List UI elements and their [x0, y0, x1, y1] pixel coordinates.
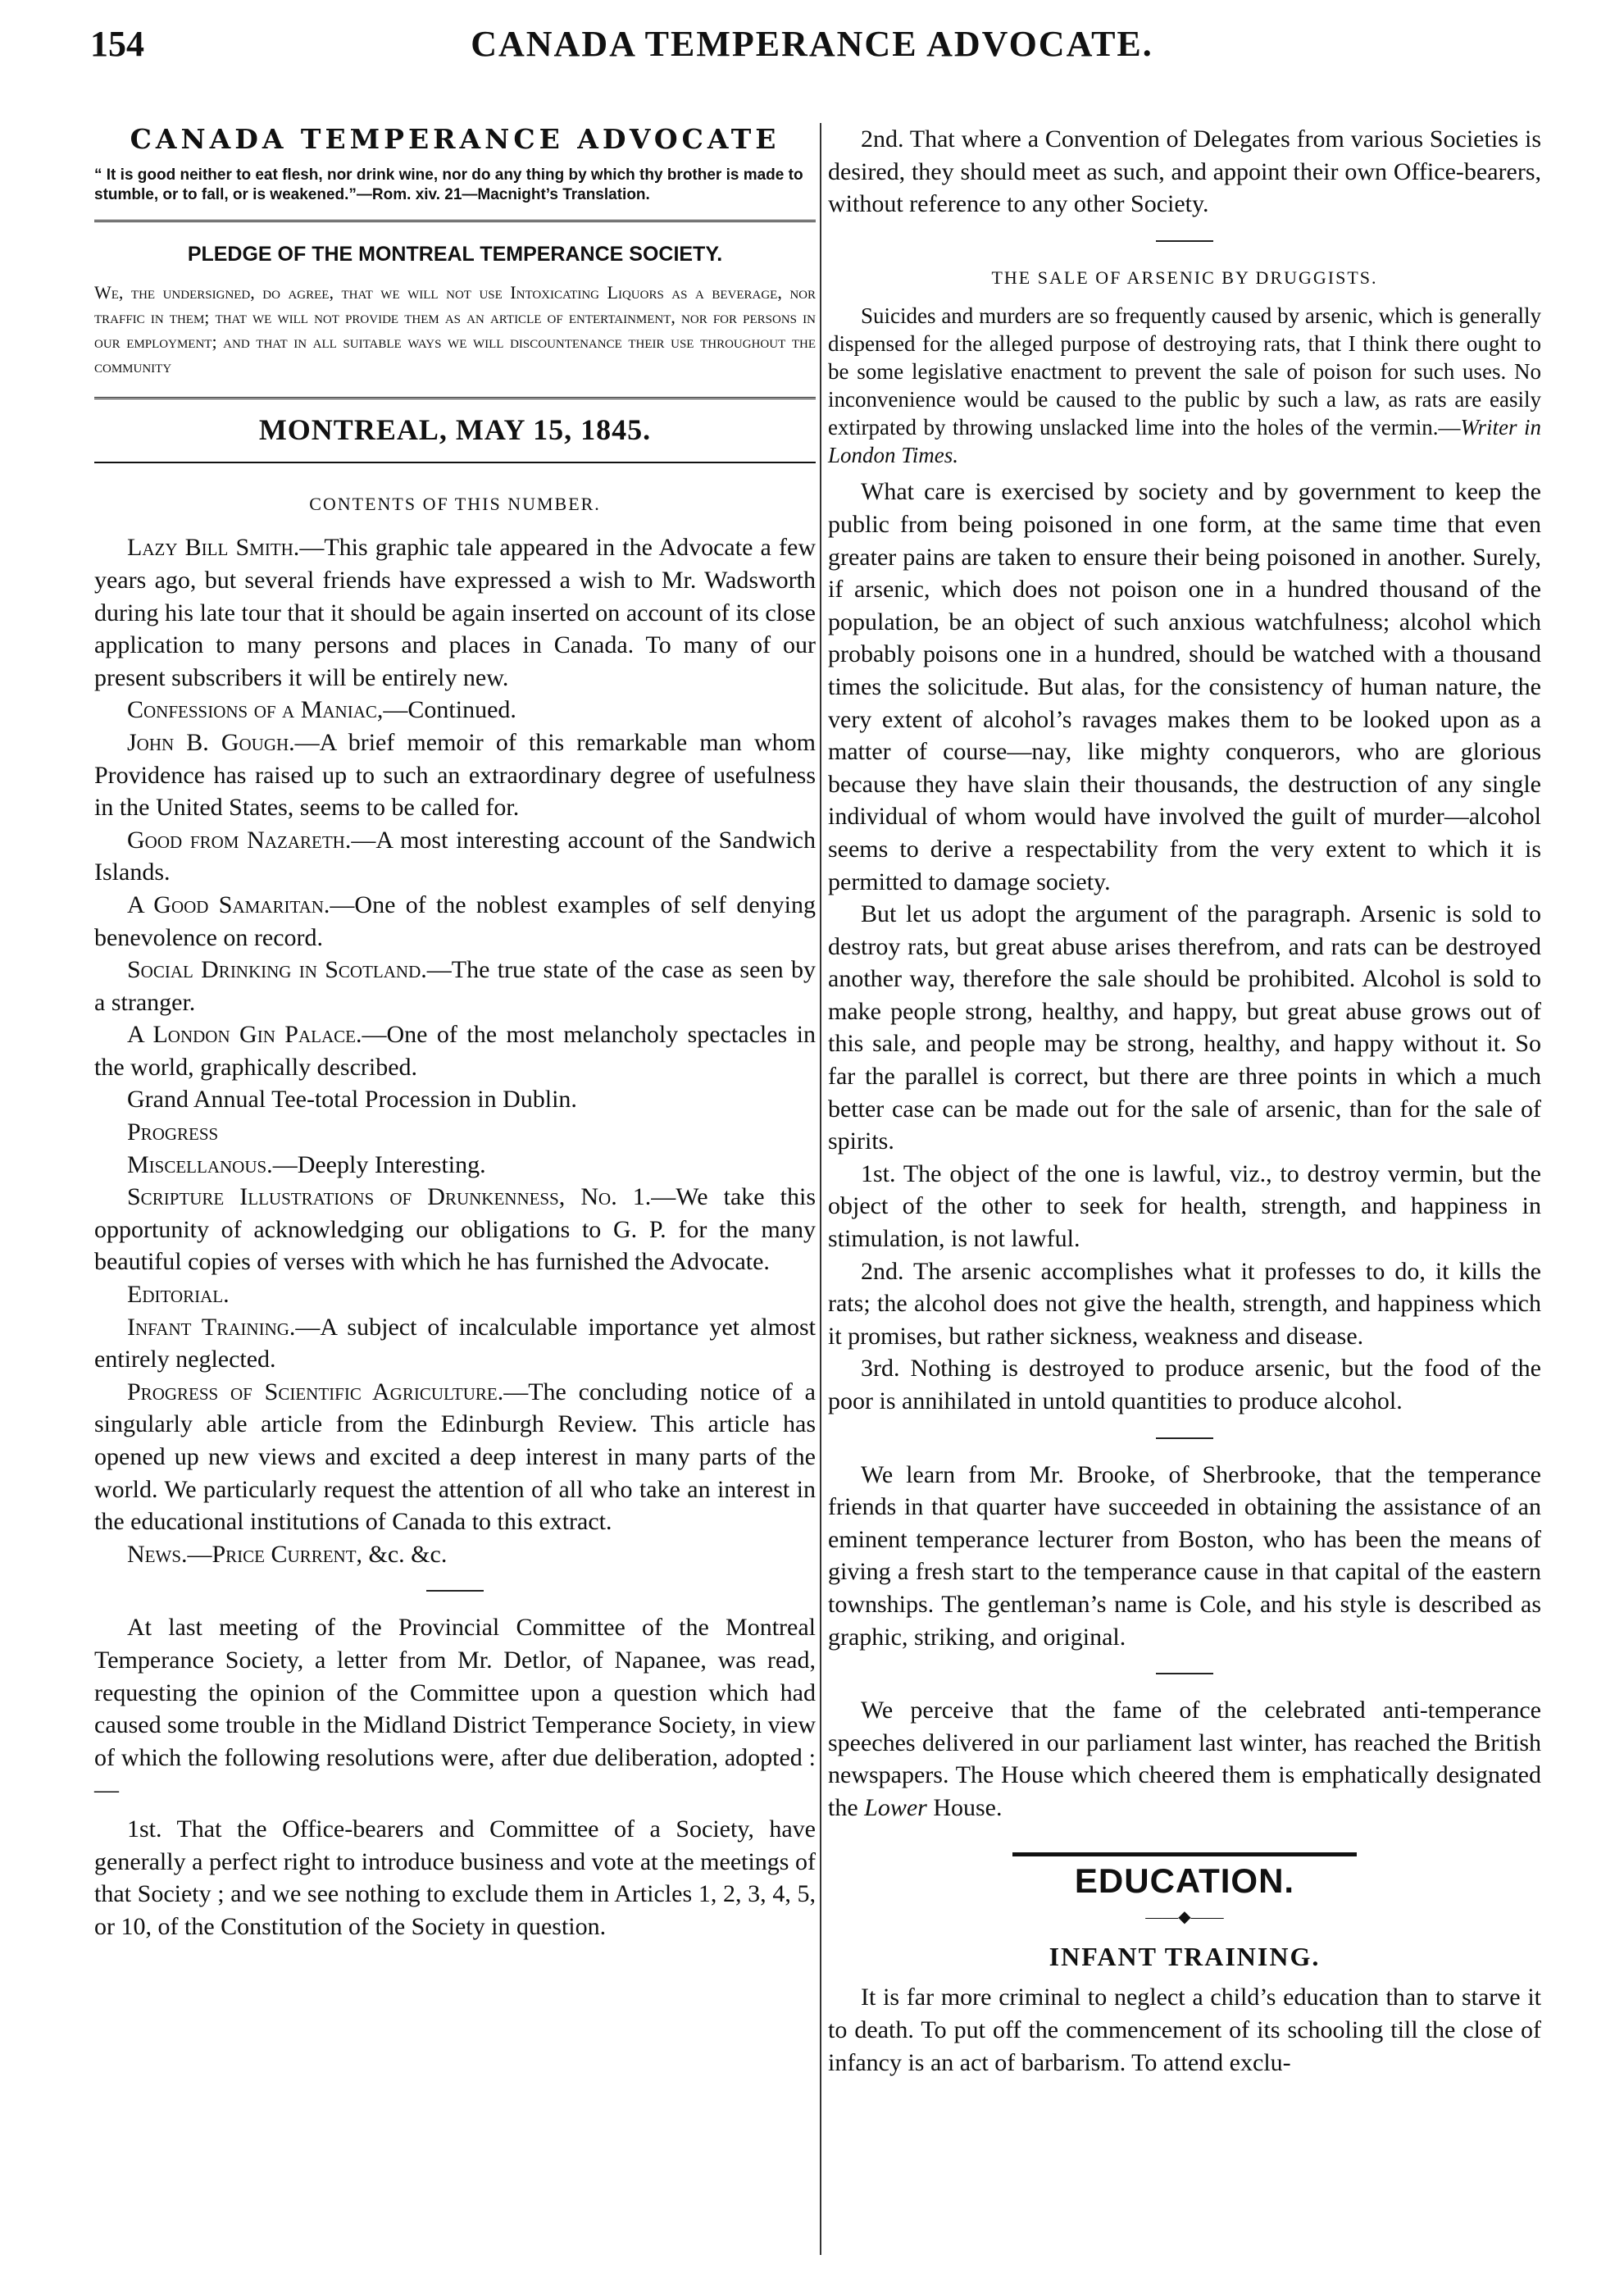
contents-item-text: Grand Annual Tee-total Procession in Dublin. [127, 1086, 577, 1114]
ornament-divider: ——◆—— [1145, 1908, 1224, 1927]
page-number: 154 [90, 24, 144, 64]
contents-item-text: —A subject of incalculable importance yet almost entirely neglected. [94, 1313, 817, 1373]
contents-list [94, 531, 816, 1570]
contents-item [94, 531, 816, 694]
contents-item-title: Progress [127, 1118, 219, 1146]
arsenic-paragraph-1: What care is exercised by society and by government to keep the public from being poisoned in one form, at the same time that even greater pains are taken to ensure their being poisoned in another. Surely, if arsenic, which does not poison one in a hundred thousand of the population, be an object of such anxious watchfulness; alcohol which probably poisons one in a hundred, should be watched with a thousand times the solicitude. But alas, for the consistency of human nature, the very extent of alcohol’s ravages makes them to be looked upon as a matter of course—nay, like mighty conquerors, who are glorious because they have slain their thousands, the destruction of any single individual of whom would have involved the guilt of murder—alcohol seems to derive a respectability from the very extent to which it is permitted to damage society. [828, 478, 1541, 895]
left-column [94, 123, 816, 1943]
arsenic-quote [828, 302, 1541, 469]
arsenic-paragraph-2: But let us adopt the argument of the paragraph. Arsenic is sold to destroy rats, but great abuse arises therefrom, and rats can be destroyed another way, therefore the sale should be prohibited. Alcohol is sold to make people strong, healthy, and happy, but great abuse grows out of this sale, and people may be strong, healthy, and happy without it. So far the parallel is correct, but there are three points in which a much better case can be made out for the sale of arsenic, than for the sale of spirits. [828, 900, 1541, 1155]
contents-item-title: Confessions of a Maniac, [127, 696, 384, 724]
dateline-rule [94, 462, 816, 463]
speeches-text: We perceive that the fame of the celebrated anti-temperance speeches delivered in our parliament last winter, has reached the British newspapers. The House which cheered them is emphatically designated the [828, 1697, 1541, 1821]
speeches-emphasis: Lower [864, 1793, 927, 1821]
contents-item [94, 824, 816, 889]
contents-item-title: Miscellanous. [127, 1150, 273, 1178]
contents-item [94, 694, 816, 727]
contents-item-title: A London Gin Palace. [127, 1021, 362, 1049]
contents-item [94, 1116, 816, 1149]
contents-item-title: Good from Nazareth. [127, 826, 352, 854]
contents-item [94, 1181, 816, 1278]
speeches-tail: House. [926, 1793, 1003, 1821]
contents-heading: CONTENTS OF THIS NUMBER. [309, 493, 601, 514]
speeches-paragraph [828, 1694, 1541, 1824]
contents-item [94, 1538, 816, 1571]
contents-item-text: —One of the most melancholy spectacles in the world, graphically described. [94, 1021, 816, 1081]
contents-item-text: —One of the noblest examples of self denying benevolence on record. [94, 891, 816, 951]
contents-item [94, 889, 816, 954]
contents-item-text: —We take this opportunity of acknowledging our obligations to G. P. for the many beautiful copies of verses with which he has furnished the Advocate. [94, 1183, 816, 1276]
contents-item [94, 1083, 816, 1116]
masthead-motto: “ It is good neither to eat flesh, nor drink wine, nor do any thing by which thy brother is made to stumble, or to fall, or is weakened.”—Rom. xiv. 21—Macnight’s Translation. [94, 166, 803, 203]
contents-item-text: —A most interesting account of the Sandwich Islands. [94, 826, 816, 886]
arsenic-paragraph-5: 3rd. Nothing is destroyed to produce arsenic, but the food of the poor is annihilated in untold quantities to produce alcohol. [828, 1355, 1541, 1414]
contents-item-text: —The true state of the case as seen by a stranger. [94, 956, 816, 1016]
separator [1156, 240, 1213, 242]
committee-intro: At last meeting of the Provincial Committee of the Montreal Temperance Society, a letter from Mr. Detlor, of Napanee, was read, requesting the opinion of the Committee upon a question which had caused some trouble in the Midland District Temperance Society, in view of which the following resolutions were, after due deliberation, adopted :— [94, 1614, 816, 1804]
contents-item [94, 1278, 816, 1311]
separator [426, 1590, 484, 1592]
masthead-rule [94, 220, 816, 222]
contents-item [94, 1376, 816, 1538]
arsenic-quote-source: Writer in London Times. [828, 415, 1541, 468]
contents-item-title: A Good Samaritan. [127, 891, 330, 918]
contents-item-title: News.—Price Current, [127, 1540, 363, 1568]
arsenic-paragraph-4: 2nd. The arsenic accomplishes what it professes to do, it kills the rats; the alcohol does not give the health, strength, and happiness which it promises, but rather sickness, weakness and disease. [828, 1257, 1541, 1350]
infant-training-heading: INFANT TRAINING. [1049, 1941, 1321, 1971]
committee-resolution-2: 2nd. That where a Convention of Delegates from various Societies is desired, they should meet as such, and appoint their own Office-bearers, without reference to any other Society. [828, 125, 1541, 218]
contents-item [94, 1149, 816, 1182]
pledge-rule [94, 397, 816, 399]
masthead-title: CANADA TEMPERANCE ADVOCATE [130, 123, 780, 155]
contents-item-title: Social Drinking in Scotland. [127, 956, 427, 984]
infant-training-text: It is far more criminal to neglect a child’s education than to starve it to death. To put off the commencement of its schooling till the close of infancy is an act of barbarism. To attend exclu- [828, 1984, 1541, 2076]
contents-item-text: —Deeply Interesting. [272, 1150, 486, 1178]
contents-item-text: &c. &c. [362, 1540, 448, 1568]
arsenic-paragraph-3: 1st. The object of the one is lawful, viz., to destroy vermin, but the object of the other to seek for health, strength, and happiness in stimulation, is not lawful. [828, 1159, 1541, 1253]
contents-item-title: Infant Training. [127, 1313, 296, 1341]
contents-item-title: John B. Gough. [127, 728, 295, 756]
contents-item-text: —A brief memoir of this remarkable man whom Providence has raised up to such an extraordinary degree of usefulness in the United States, seems to be called for. [94, 728, 816, 822]
contents-item-title: Editorial. [127, 1281, 230, 1309]
contents-item [94, 954, 816, 1018]
contents-item-title: Lazy Bill Smith. [127, 534, 300, 562]
arsenic-heading: THE SALE OF ARSENIC BY DRUGGISTS. [991, 266, 1378, 288]
column-divider [820, 123, 821, 2255]
contents-item-title: Scripture Illustrations of Drunkenness, No. 1. [127, 1183, 652, 1211]
right-column [828, 123, 1541, 2079]
running-title: CANADA TEMPERANCE ADVOCATE. [471, 24, 1153, 64]
contents-item [94, 727, 816, 824]
contents-item [94, 1018, 816, 1083]
pledge-heading: PLEDGE OF THE MONTREAL TEMPERANCE SOCIETY. [187, 242, 723, 266]
dateline: MONTREAL, MAY 15, 1845. [258, 413, 652, 447]
separator [1156, 1673, 1213, 1674]
contents-item-text: —This graphic tale appeared in the Advocate a few years ago, but several friends have expressed a wish to Mr. Wadsworth during his late tour that it should be again inserted on account of its close application to many persons and places in Canada. To many of our present subscribers it will be entirely new. [94, 534, 816, 691]
separator [1156, 1437, 1213, 1439]
committee-resolution-1: 1st. That the Office-bearers and Committee of a Society, have generally a perfect right to introduce business and vote at the meetings of that Society ; and we see nothing to exclude them in Articles 1, 2, 3, 4, 5, or 10, of the Constitution of the Society in question. [94, 1815, 816, 1940]
arsenic-quote-text: Suicides and murders are so frequently caused by arsenic, which is generally dispensed for the alleged purpose of destroying rats, that I think there ought to be some legislative enactment to prevent the sale of poison for such uses. No inconvenience would be caused to the public by such a law, as rats are easily extirpated by throwing unslacked lime into the holes of the vermin.— [828, 303, 1541, 440]
contents-item-title: Progress of Scientific Agriculture. [127, 1378, 504, 1405]
education-rule [1012, 1852, 1357, 1856]
contents-item-text: —Continued. [383, 696, 516, 724]
pledge-text: We, the undersigned, do agree, that we will not use Intoxicating Liquors as a beverage, nor traffic in them; that we will not provide them as an article of entertainment, nor for persons in our employment; and that in all suitable ways we will discountenance their use throughout the community [94, 282, 816, 377]
contents-item [94, 1311, 816, 1376]
brooke-paragraph: We learn from Mr. Brooke, of Sherbrooke, that the temperance friends in that quarter have succeeded in obtaining the assistance of an eminent temperance lecturer from Boston, who has been the means of giving a fresh start to the temperance cause in that capital of the eastern townships. The gentleman’s name is Cole, and his style is described as graphic, striking, and original. [828, 1460, 1541, 1651]
contents-item-text: —The concluding notice of a singularly able article from the Edinburgh Review. This article has opened up new views and excited a deep interest in many parts of the world. We particularly request the attention of all who take an interest in the educational institutions of Canada to this extract. [94, 1378, 816, 1536]
education-heading: EDUCATION. [1074, 1861, 1295, 1900]
